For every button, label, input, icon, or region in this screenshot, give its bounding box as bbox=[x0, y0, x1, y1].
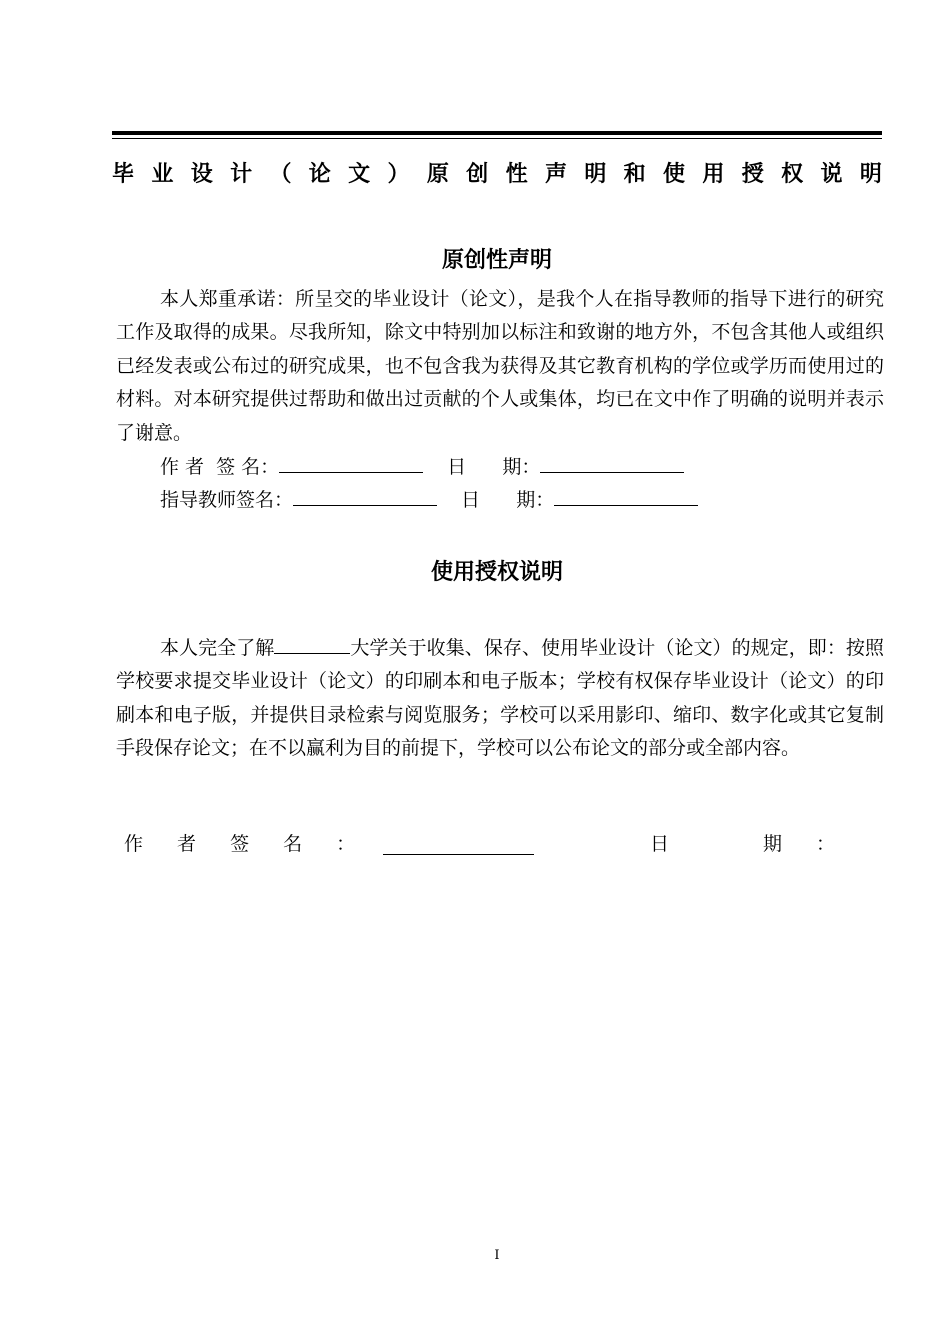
title-char: 论 bbox=[308, 162, 331, 187]
header-rule-thick bbox=[112, 131, 882, 135]
title-char: 创 bbox=[466, 162, 489, 187]
title-char: 使 bbox=[663, 162, 686, 187]
title-char: 声 bbox=[544, 162, 567, 187]
title-char: 用 bbox=[702, 162, 725, 187]
authorization-text-start: 本人完全了解 bbox=[160, 637, 275, 659]
auth-date-label-a: 日 bbox=[649, 833, 669, 855]
title-char: 文 bbox=[348, 162, 371, 187]
author-signature-line bbox=[160, 452, 684, 481]
title-char: 授 bbox=[741, 162, 764, 187]
title-char: ） bbox=[387, 162, 410, 187]
author-sign-blank[interactable] bbox=[279, 452, 423, 473]
auth-date-label-b: 期 ： bbox=[762, 833, 849, 855]
originality-heading: 原创性声明 bbox=[441, 248, 552, 273]
title-char: 性 bbox=[505, 162, 528, 187]
advisor-sign-blank[interactable] bbox=[293, 485, 437, 506]
authorization-text-rest: 大学关于收集、保存、使用毕业设计（论文）的规定，即：按照学校要求提交毕业设计（论文）的印刷本和电子版本；学校有权保存毕业设计（论文）的印刷本和电子版，并提供目录检索与阅览服务；学校可以采用影印、缩印、数字化或其它复制手段保存论文；在不以赢利为目的前提下，学校可以公布论文的部分或全部内容。 bbox=[116, 637, 884, 760]
title-char: 业 bbox=[151, 162, 174, 187]
header-rule-thin bbox=[112, 138, 882, 139]
document-title bbox=[112, 158, 882, 192]
title-char: 原 bbox=[426, 162, 449, 187]
advisor-sign-label: 指导教师签名： bbox=[160, 489, 294, 511]
authorization-statement bbox=[116, 632, 884, 766]
advisor-date-blank[interactable] bbox=[554, 485, 698, 506]
title-char: （ bbox=[269, 162, 292, 187]
title-char: 权 bbox=[781, 162, 804, 187]
authorization-heading: 使用授权说明 bbox=[430, 560, 563, 585]
title-char: 毕 bbox=[112, 162, 135, 187]
originality-statement: 本人郑重承诺：所呈交的毕业设计（论文），是我个人在指导教师的指导下进行的研究工作及取得的成果。尽我所知，除文中特别加以标注和致谢的地方外，不包含其他人或组织已经发表或公布过的研究成果，也不包含我为获得及其它教育机构的学位或学历而使用过的材料。对本研究提供过帮助和做出过贡献的个人或集体，均已在文中作了明确的说明并表示了谢意。 bbox=[116, 288, 884, 444]
author-date-blank[interactable] bbox=[540, 452, 684, 473]
title-char: 设 bbox=[190, 162, 213, 187]
auth-author-sign-label: 作 者 签 名 ： bbox=[124, 833, 370, 855]
advisor-signature-line bbox=[160, 485, 698, 514]
title-char: 明 bbox=[859, 162, 882, 187]
authorization-signature-line bbox=[124, 830, 849, 858]
advisor-date-label: 日 期： bbox=[461, 489, 555, 511]
date-label: 日 期： bbox=[447, 456, 541, 478]
title-char: 明 bbox=[584, 162, 607, 187]
auth-author-sign-blank[interactable] bbox=[383, 834, 534, 855]
title-char: 说 bbox=[820, 162, 843, 187]
title-char: 计 bbox=[230, 162, 253, 187]
author-sign-label: 作 者 签 名： bbox=[160, 456, 280, 478]
university-name-blank[interactable] bbox=[274, 635, 350, 654]
title-char: 和 bbox=[623, 162, 646, 187]
page-number: I bbox=[494, 1248, 500, 1263]
